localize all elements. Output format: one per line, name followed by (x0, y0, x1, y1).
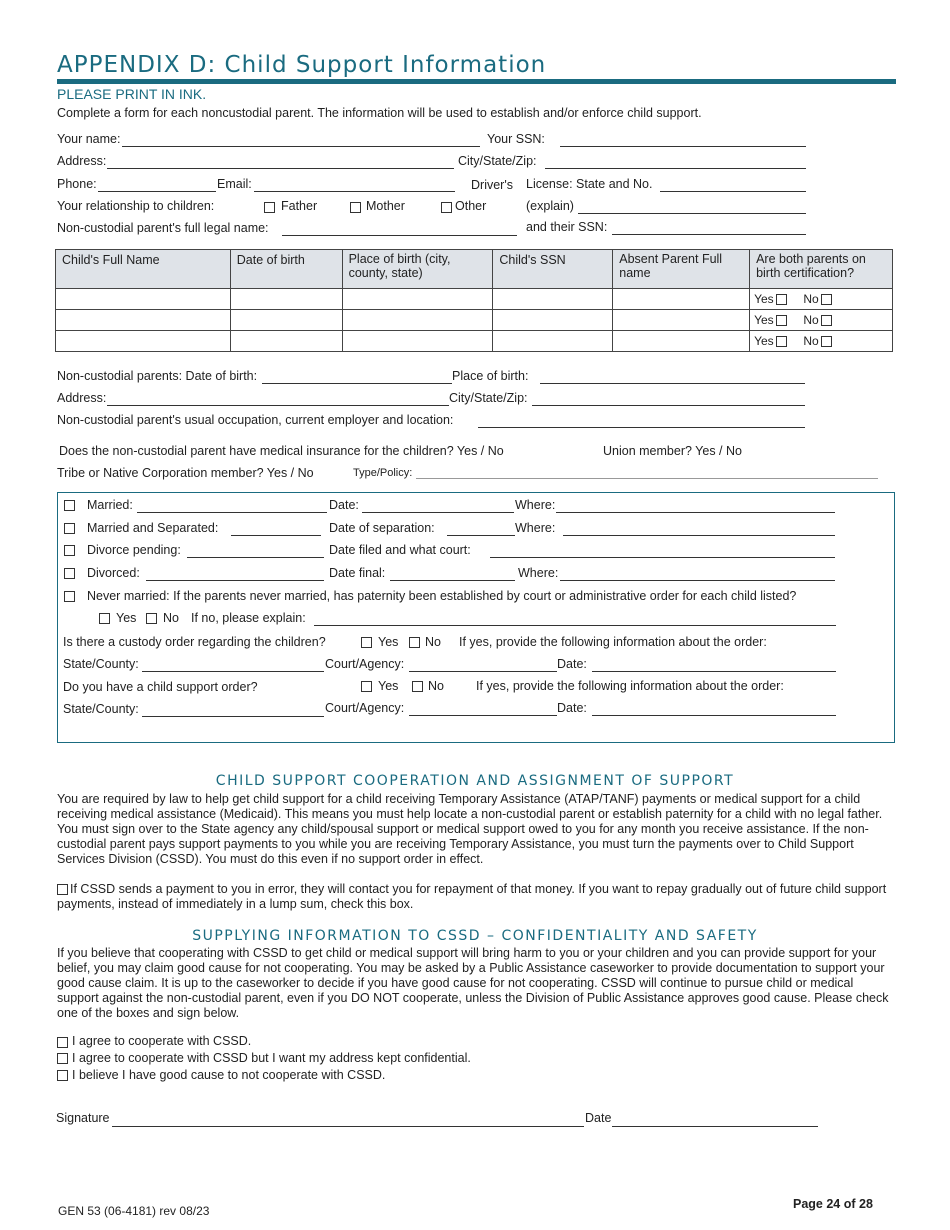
ncp-occupation-label: Non-custodial parent's usual occupation, current employer and location: (57, 413, 454, 427)
married-date-label: Date: (329, 498, 359, 512)
phone-label: Phone: (57, 177, 97, 191)
cell-input[interactable] (56, 331, 231, 352)
date-filed-field[interactable] (490, 557, 835, 558)
ncp-city-state-zip-field[interactable] (532, 405, 805, 406)
union-member-question: Union member? Yes / No (603, 444, 742, 458)
ncp-address-label: Address: (57, 391, 107, 405)
ncp-city-state-zip-label: City/State/Zip: (449, 391, 528, 405)
their-ssn-field[interactable] (612, 234, 806, 235)
city-state-zip-label: City/State/Zip: (458, 154, 537, 168)
divorced-label: Divorced: (87, 566, 140, 580)
custody-yes-checkbox[interactable] (361, 637, 372, 648)
custody-court-agency-label: Court/Agency: (325, 657, 405, 671)
ncp-legal-name-field[interactable] (282, 235, 517, 236)
date-final-label: Date final: (329, 566, 386, 580)
no-checkbox[interactable] (821, 336, 832, 347)
other-label: Other (455, 199, 487, 213)
col-place-of-birth: Place of birth (city, county, state) (342, 250, 493, 289)
cell-input[interactable] (493, 331, 613, 352)
col-child-ssn: Child's SSN (493, 250, 613, 289)
repay-text: If CSSD sends a payment to you in error, they will contact you for repayment of that money. If you want to repay gradually out of future child support payments, instead of immediately in a lump sum, check this box. (57, 882, 887, 911)
phone-field[interactable] (98, 191, 216, 192)
print-note: PLEASE PRINT IN INK. (57, 86, 207, 102)
cell-input[interactable] (613, 331, 750, 352)
yes-label: Yes (754, 292, 774, 306)
their-ssn-label: and their SSN: (526, 220, 608, 234)
your-ssn-field[interactable] (560, 146, 806, 147)
support-state-county-label: State/County: (63, 702, 139, 716)
page-title: APPENDIX D: Child Support Information (57, 52, 547, 78)
drivers-label: Driver's (471, 178, 513, 192)
medical-insurance-question: Does the non-custodial parent have medical insurance for the children? Yes / No (59, 444, 504, 458)
custody-state-county-label: State/County: (63, 657, 139, 671)
tribe-member-question: Tribe or Native Corporation member? Yes / No (57, 466, 314, 480)
married-label: Married: (87, 498, 133, 512)
separated-where-field[interactable] (563, 535, 835, 536)
married-checkbox[interactable] (64, 500, 75, 511)
never-married-label: Never married: If the parents never married, has paternity been established by court or administrative order for each child listed? (87, 589, 797, 603)
no-checkbox[interactable] (821, 315, 832, 326)
cell-input[interactable] (493, 289, 613, 310)
separation-date-label: Date of separation: (329, 521, 435, 535)
col-date-of-birth: Date of birth (230, 250, 342, 289)
married-separated-checkbox[interactable] (64, 523, 75, 534)
married-date-field[interactable] (362, 512, 514, 513)
address-label: Address: (57, 154, 107, 168)
email-field[interactable] (254, 191, 455, 192)
custody-if-yes-label: If yes, provide the following information about the order: (459, 635, 767, 649)
cell-input[interactable] (342, 310, 493, 331)
custody-court-agency-field[interactable] (409, 671, 557, 672)
divorced-where-field[interactable] (560, 580, 835, 581)
cell-input[interactable] (56, 310, 231, 331)
cell-input[interactable] (230, 331, 342, 352)
license-field[interactable] (660, 191, 806, 192)
custody-state-county-field[interactable] (142, 671, 324, 672)
ncp-legal-name-label: Non-custodial parent's full legal name: (57, 221, 269, 235)
cell-input[interactable] (230, 289, 342, 310)
married-separated-label: Married and Separated: (87, 521, 219, 535)
table-row (56, 310, 893, 331)
father-label: Father (281, 199, 318, 213)
support-no-checkbox[interactable] (412, 681, 423, 692)
signature-date-label: Date (585, 1111, 612, 1125)
table-header-row (56, 250, 893, 289)
divorce-pending-checkbox[interactable] (64, 545, 75, 556)
married-separated-field[interactable] (231, 535, 321, 536)
your-ssn-label: Your SSN: (487, 132, 545, 146)
ncp-place-of-birth-label: Place of birth: (452, 369, 529, 383)
page-number: Page 24 of 28 (793, 1197, 873, 1211)
if-no-explain-label: If no, please explain: (191, 611, 306, 625)
col-child-name: Child's Full Name (56, 250, 231, 289)
support-date-label: Date: (557, 701, 587, 715)
divorced-where-label: Where: (518, 566, 559, 580)
support-if-yes-label: If yes, provide the following information about the order: (476, 679, 784, 693)
mother-checkbox[interactable] (350, 202, 361, 213)
intro-text: Complete a form for each noncustodial parent. The information will be used to establish and/or enforce child support. (57, 106, 702, 120)
cell-input[interactable] (493, 310, 613, 331)
if-no-explain-field[interactable] (314, 625, 836, 626)
relationship-label: Your relationship to children: (57, 199, 215, 213)
yes-label: Yes (754, 334, 774, 348)
explain-label: (explain) (526, 199, 574, 213)
support-court-agency-label: Court/Agency: (325, 701, 405, 715)
no-label: No (803, 292, 819, 306)
city-state-zip-field[interactable] (545, 168, 806, 169)
cell-input[interactable] (613, 310, 750, 331)
cell-input[interactable] (613, 289, 750, 310)
agree-confidential-label: I agree to cooperate with CSSD but I want my address kept confidential. (72, 1051, 471, 1065)
support-yes-checkbox[interactable] (361, 681, 372, 692)
address-field[interactable] (107, 168, 454, 169)
yes-no-cell (750, 331, 893, 352)
paternity-yes-label: Yes (116, 611, 137, 625)
signature-label: Signature (56, 1111, 110, 1125)
support-date-field[interactable] (592, 715, 836, 716)
support-court-agency-field[interactable] (409, 715, 557, 716)
custody-date-label: Date: (557, 657, 587, 671)
divorced-field[interactable] (146, 580, 324, 581)
date-final-field[interactable] (390, 580, 515, 581)
form-id: GEN 53 (06-4181) rev 08/23 (58, 1204, 210, 1218)
type-policy-field[interactable] (416, 478, 878, 479)
no-checkbox[interactable] (821, 294, 832, 305)
divorce-pending-label: Divorce pending: (87, 543, 181, 557)
cell-input[interactable] (342, 289, 493, 310)
date-filed-label: Date filed and what court: (329, 543, 471, 557)
yes-checkbox[interactable] (776, 315, 787, 326)
cell-input[interactable] (230, 310, 342, 331)
ncp-address-field[interactable] (107, 405, 449, 406)
paternity-no-checkbox[interactable] (146, 613, 157, 624)
custody-no-checkbox[interactable] (409, 637, 420, 648)
yes-label: Yes (754, 313, 774, 327)
email-label: Email: (217, 177, 252, 191)
paternity-no-label: No (163, 611, 179, 625)
signature-field[interactable] (112, 1126, 584, 1127)
cell-input[interactable] (56, 289, 231, 310)
cell-input[interactable] (342, 331, 493, 352)
children-table (55, 249, 893, 352)
never-married-checkbox[interactable] (64, 591, 75, 602)
support-yes-label: Yes (378, 679, 399, 693)
safety-body: If you believe that cooperating with CSSD to get child or medical support will bring harm to you or your children and you can provide support for your belief, you may claim good cause for not cooperating. You may be asked by a Public Assistance caseworker to provide documentation to support your good cause claim. It is up to the caseworker to decide if you have good cause for not cooperating. CSSD will continue to pursue child or medical support against the non-custodial parent, even if you DO NOT cooperate, unless the Division of Public Assistance approves good cause. Please check one of the boxes and sign below. (57, 946, 889, 1020)
divorce-pending-field[interactable] (187, 557, 324, 558)
col-birth-cert: Are both parents on birth certification? (750, 250, 893, 289)
cooperation-heading: CHILD SUPPORT COOPERATION AND ASSIGNMENT OF SUPPORT (215, 773, 735, 789)
yes-no-cell (750, 289, 893, 310)
support-state-county-field[interactable] (142, 716, 324, 717)
paternity-yes-checkbox[interactable] (99, 613, 110, 624)
custody-date-field[interactable] (592, 671, 836, 672)
yes-no-cell (750, 310, 893, 331)
custody-yes-label: Yes (378, 635, 399, 649)
your-name-label: Your name: (57, 132, 121, 146)
father-checkbox[interactable] (264, 202, 275, 213)
license-label: License: State and No. (526, 177, 653, 191)
separation-date-field[interactable] (447, 535, 515, 536)
custody-no-label: No (425, 635, 441, 649)
other-checkbox[interactable] (441, 202, 452, 213)
title-rule (57, 79, 896, 84)
yes-checkbox[interactable] (776, 294, 787, 305)
ncp-dob-field[interactable] (262, 383, 452, 384)
married-field[interactable] (137, 512, 327, 513)
ncp-place-of-birth-field[interactable] (540, 383, 805, 384)
ncp-occupation-field[interactable] (478, 427, 805, 428)
married-where-label: Where: (515, 498, 556, 512)
yes-checkbox[interactable] (776, 336, 787, 347)
no-label: No (803, 334, 819, 348)
support-no-label: No (428, 679, 444, 693)
table-row (56, 331, 893, 352)
agree-confidential-checkbox[interactable] (57, 1053, 68, 1064)
custody-order-question: Is there a custody order regarding the children? (63, 635, 326, 649)
table-row (56, 289, 893, 310)
good-cause-label: I believe I have good cause to not cooperate with CSSD. (72, 1068, 386, 1082)
your-name-field[interactable] (122, 146, 480, 147)
mother-label: Mother (366, 199, 405, 213)
ncp-dob-label: Non-custodial parents: Date of birth: (57, 369, 258, 383)
cooperation-body: You are required by law to help get child support for a child receiving Temporary Assistance (ATAP/TANF) payments or medical support for a child receiving medical assistance (Medicaid). This means you must help locate a non-custodial parent or establish paternity for a child with no legal father. You must sign over to the State agency any child/spousal support or medical support owed to you for any month you receive assistance. If the non-custodial parent pays support payments to you while you are receiving Temporary Assistance, you must turn the payments over to Child Support Services Division (CSSD). You must do this even if no support order in effect. (57, 792, 883, 866)
good-cause-checkbox[interactable] (57, 1070, 68, 1081)
divorced-checkbox[interactable] (64, 568, 75, 579)
no-label: No (803, 313, 819, 327)
separated-where-label: Where: (515, 521, 556, 535)
col-absent-parent: Absent Parent Full name (613, 250, 750, 289)
agree-cooperate-checkbox[interactable] (57, 1037, 68, 1048)
signature-date-field[interactable] (612, 1126, 818, 1127)
explain-field[interactable] (578, 213, 806, 214)
safety-heading: SUPPLYING INFORMATION TO CSSD – CONFIDENTIALITY AND SAFETY (192, 928, 758, 944)
married-where-field[interactable] (556, 512, 835, 513)
support-order-question: Do you have a child support order? (63, 680, 258, 694)
type-policy-label: Type/Policy: (353, 467, 413, 479)
agree-cooperate-label: I agree to cooperate with CSSD. (72, 1034, 252, 1048)
